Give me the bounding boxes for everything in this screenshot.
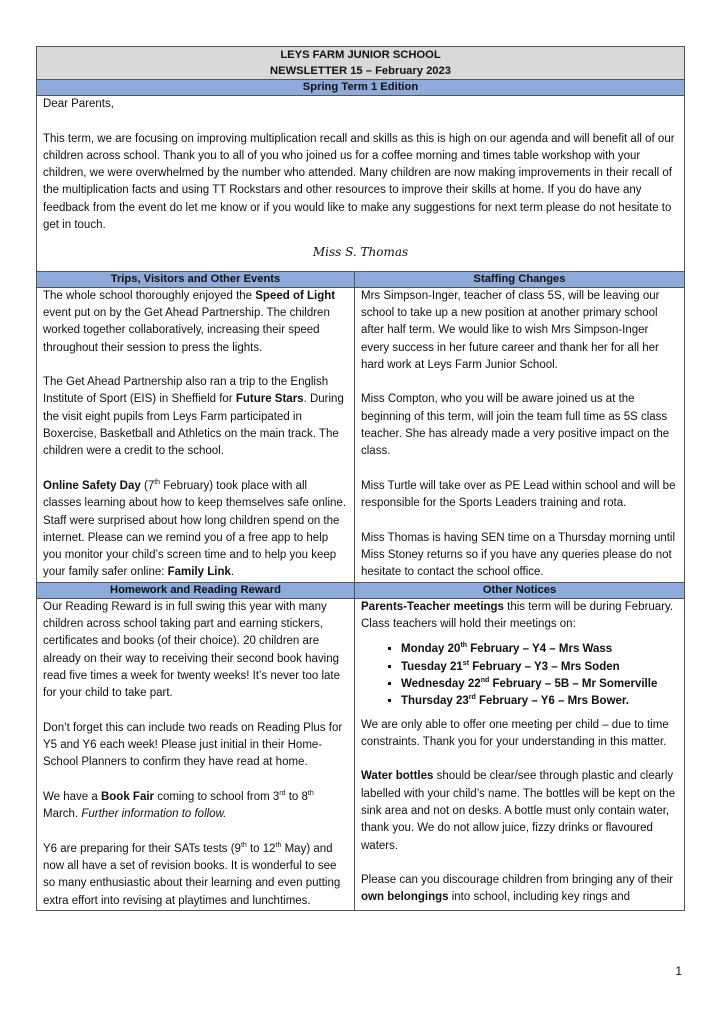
- staffing-section: [355, 287, 685, 582]
- masthead: [37, 47, 685, 80]
- edition-banner: Spring Term 1 Edition: [37, 80, 685, 96]
- trips-paragraph-2: The Get Ahead Partnership also ran a trip to the English Institute of Sport (EIS) in Sheffield for Future Stars. During the visit eight pupils from Leys Farm participated in Boxercise, Basketball and Athletics on the main track. The children were a credit to the school.: [43, 376, 344, 458]
- staffing-heading: Staffing Changes: [355, 271, 685, 287]
- notices-paragraph-4: Please can you discourage children from bringing any of their own belongings into school, including key rings and: [361, 874, 673, 904]
- newsletter-table: [36, 46, 685, 911]
- staffing-paragraph-3: Miss Turtle will take over as PE Lead within school and will be responsible for the Sports Leaders training and rota.: [361, 479, 676, 510]
- staffing-paragraph-2: Miss Compton, who you will be aware joined us at the beginning of this term, will join the team full time as 5S class teacher. She has already made a very positive impact on the class.: [361, 393, 670, 458]
- meeting-item: ▪ Monday 20th February – Y4 – Mrs Wass: [401, 641, 678, 658]
- meeting-item: ▪ Wednesday 22nd February – 5B – Mr Somerville: [401, 676, 678, 693]
- trips-paragraph-1: The whole school thoroughly enjoyed the Speed of Light event put on by the Get Ahead Partnership. The children worked together collaboratively, increasing their speed throughout their session to press the lights.: [43, 289, 336, 354]
- newsletter-title: NEWSLETTER 15 – February 2023: [270, 65, 451, 77]
- trips-heading: Trips, Visitors and Other Events: [37, 271, 355, 287]
- school-name: LEYS FARM JUNIOR SCHOOL: [280, 49, 441, 61]
- trips-section: [37, 287, 355, 582]
- notices-section: [355, 598, 685, 910]
- meeting-item: ▪ Tuesday 21st February – Y3 – Mrs Soden: [401, 659, 678, 676]
- homework-paragraph-1: Our Reading Reward is in full swing this year with many children across school taking part and earning stickers, certificates and books (of their choice). 20 children are already on their way to receiving their second book having read five times a week for twenty weeks! It’s never too late for your child to take part.: [43, 600, 341, 700]
- staffing-paragraph-1: Mrs Simpson-Inger, teacher of class 5S, will be leaving our school to take up a new position at another primary school after half term. We would like to wish Mrs Simpson-Inger every success in her future career and thank her for all her hard work at Leys Farm Junior School.: [361, 289, 660, 371]
- signature: Miss S. Thomas: [312, 245, 409, 260]
- notices-paragraph-1: Parents-Teacher meetings this term will be during February. Class teachers will hold their meetings on:: [361, 600, 674, 631]
- notices-heading: Other Notices: [355, 582, 685, 598]
- notices-paragraph-3: Water bottles should be clear/see through plastic and clearly labelled with your child’s name. The bottles will be kept on the sink area and not on desks. A bottle must only contain water, thank you. We do not allow juice, fizzy drinks or flavoured waters.: [361, 770, 676, 852]
- notices-paragraph-2: We are only able to offer one meeting per child – due to time constraints. Thank you for your understanding in this matter.: [361, 718, 669, 748]
- intro-letter: [37, 96, 685, 272]
- homework-paragraph-4: Y6 are preparing for their SATs tests (9th to 12th May) and now all have a set of revision books. It is wonderful to see so many enthusiastic about their learning and even putting extra effort into revising at playtimes and lunchtimes.: [43, 842, 341, 907]
- meeting-item: ▪ Thursday 23rd February – Y6 – Mrs Bower.: [401, 693, 678, 710]
- homework-section: [37, 598, 355, 910]
- homework-paragraph-3: We have a Book Fair coming to school from 3rd to 8th March. Further information to follow.: [43, 790, 314, 821]
- greeting: Dear Parents,: [43, 98, 114, 110]
- page-number: 1: [675, 964, 682, 978]
- homework-heading: Homework and Reading Reward: [37, 582, 355, 598]
- meetings-list: [361, 641, 678, 710]
- homework-paragraph-2: Don’t forget this can include two reads on Reading Plus for Y5 and Y6 each week! Please just initial in their Home-School Planners to confirm they have read at home.: [43, 721, 343, 769]
- newsletter-page: [36, 46, 684, 911]
- trips-paragraph-3: Online Safety Day (7th February) took place with all classes learning about how to keep themselves safe online. Staff were surprised about how long children spend on the internet. Please can we remind you of a free app to help you monitor your child’s screen time and to help you keep your family safer online: Family Link.: [43, 479, 347, 579]
- staffing-paragraph-4: Miss Thomas is having SEN time on a Thursday morning until Miss Stoney returns so if you have any queries please do not hesitate to contact the school office.: [361, 531, 676, 579]
- intro-paragraph: This term, we are focusing on improving multiplication recall and skills as this is high on our agenda and will benefit all of our children across school. Thank you to all of you who joined us for a coffee morning and times table workshop with your children, we were overwhelmed by the number who attended. Many children are now making improvements in their recall of the multiplication facts and using TT Rockstars and other resources to improve their skills at home. If you do have any feedback from the event do let me know or if you would like to make any suggestions for next term please do not hesitate to get in touch.: [43, 132, 675, 232]
